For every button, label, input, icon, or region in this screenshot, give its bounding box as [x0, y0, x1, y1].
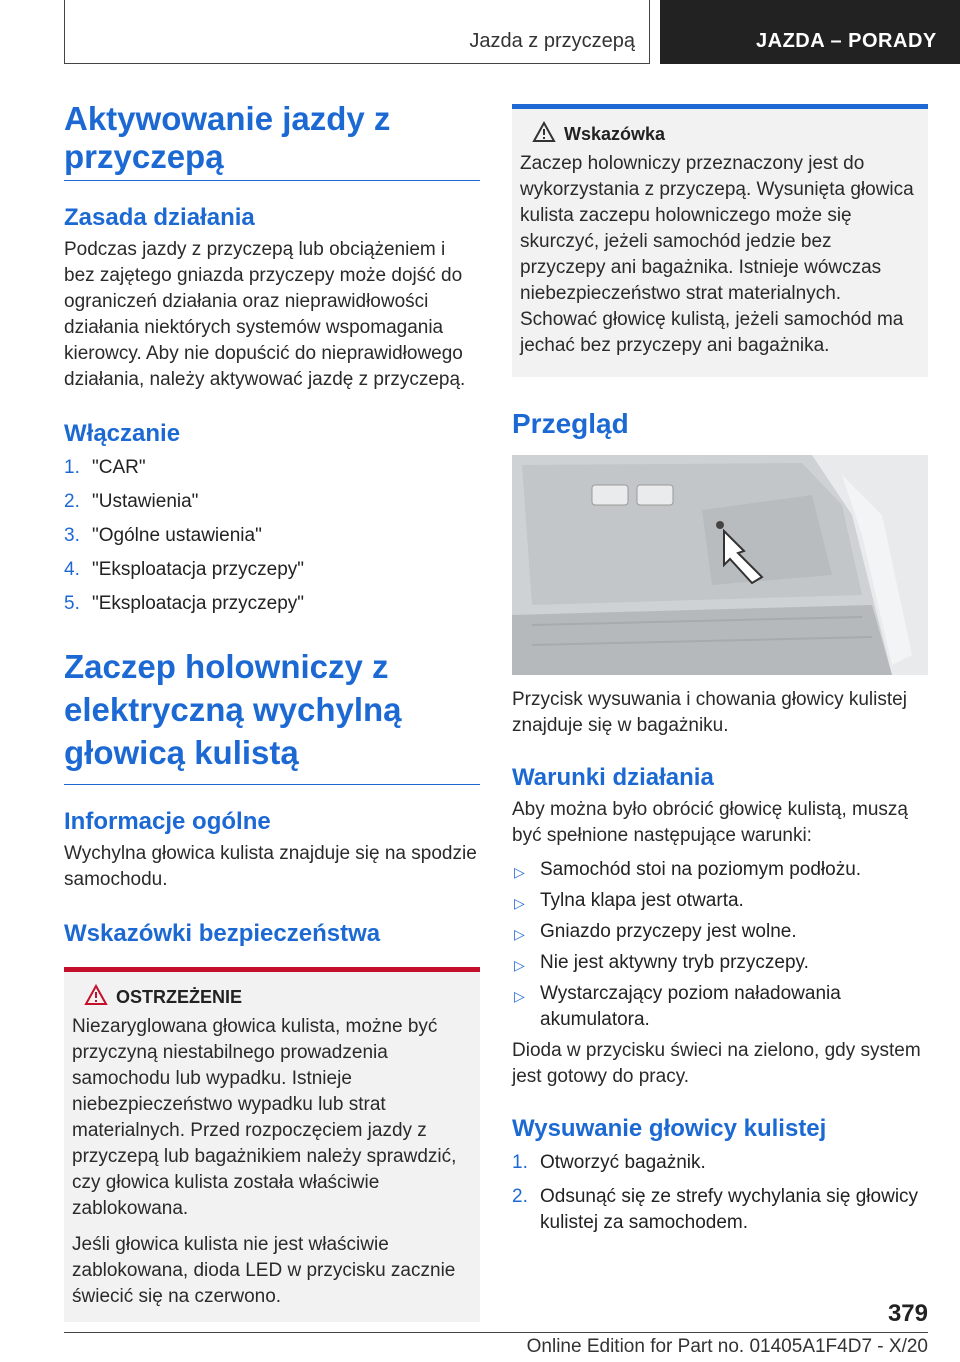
enable-steps-list	[64, 455, 480, 617]
list-item: 1. "CAR"	[64, 457, 146, 478]
header-section-title: Jazda z przyczepą	[469, 30, 635, 52]
list-item: ▷ Gniazdo przyczepy jest wolne.	[512, 919, 928, 945]
conditions-list	[512, 857, 928, 1033]
note-paragraph: Zaczep holowniczy przeznaczony jest do wykorzystania z przyczepą. Wysunięta głowica kulista zaczepu holowniczego może się skurczyć, jeżeli samochód jedzie bez przyczepy ani bagażnika. Istnieje wówczas niebezpieczeństwo strat materialnych. Schować głowicę kulistą, jeżeli samochód ma jechać bez przyczepy ani bagażnika.	[520, 153, 914, 356]
triangle-bullet-icon: ▷	[514, 957, 525, 973]
trunk-button-photo	[512, 455, 928, 675]
triangle-bullet-icon: ▷	[514, 864, 525, 880]
heading-enable: Włączanie	[64, 420, 181, 447]
paragraph-general-info: Wychylna głowica kulista znajduje się na spodzie samochodu.	[64, 843, 477, 890]
page-title-trailer-mode: Aktywowanie jazdy z przyczepą	[64, 100, 391, 175]
footer-edition: Online Edition for Part no. 01405A1F4D7 - X/20	[526, 1336, 928, 1357]
list-item: ▷ Nie jest aktywny tryb przyczepy.	[512, 950, 928, 976]
heading-extend-ball: Wysuwanie głowicy kulistej	[512, 1115, 827, 1142]
trunk-illustration	[512, 455, 928, 675]
heading-overview: Przegląd	[512, 408, 629, 439]
header-chapter-title: JAZDA – PORADY	[660, 0, 960, 64]
heading-general-info: Informacje ogólne	[64, 808, 271, 835]
warning-title: OSTRZEŻENIE	[72, 984, 472, 1010]
list-item: 1. Otworzyć bagażnik.	[512, 1152, 706, 1173]
note-box	[512, 104, 928, 377]
heading-conditions: Warunki działania	[512, 764, 714, 791]
heading-safety: Wskazówki bezpieczeństwa	[64, 920, 381, 947]
paragraph-principle: Podczas jazdy z przyczepą lub obciążeniem i bez zajętego gniazda przyczepy może dojść do ograniczeń działania oraz nieprawidłowości działania niektórych systemów wspomagania kierowcy. Aby nie dopuścić do nieprawidłowego działania, należy aktywować jazdę z przyczepą.	[64, 239, 466, 390]
list-item: 2. "Ustawienia"	[64, 491, 199, 512]
list-item: ▷ Tylna klapa jest otwarta.	[512, 888, 928, 914]
triangle-bullet-icon: ▷	[514, 895, 525, 911]
heading-rule	[64, 645, 480, 785]
right-column	[512, 104, 928, 1244]
section-title-tow-hitch: Zaczep holowniczy z elektryczną wychylną głowicą kulistą	[64, 648, 402, 771]
list-item: 4. "Eksploatacja przyczepy"	[64, 559, 305, 580]
heading-rule	[64, 100, 480, 181]
list-item: 5. "Eksploatacja przyczepy"	[64, 593, 305, 614]
note-triangle-icon	[532, 121, 556, 150]
warning-box	[64, 967, 480, 1322]
photo-caption: Przycisk wysuwania i chowania głowicy kulistej znajduje się w bagażniku.	[512, 689, 907, 736]
warning-paragraph-led: Jeśli głowica kulista nie jest właściwie zablokowana, dioda LED w przycisku zacznie świecić się na czerwono.	[72, 1234, 456, 1307]
list-item: ▷ Wystarczający poziom naładowania akumulatora.	[514, 983, 841, 1030]
warning-triangle-icon	[84, 984, 108, 1013]
list-item: 3. "Ogólne ustawienia"	[64, 525, 262, 546]
note-title: Wskazówka	[520, 121, 920, 147]
paragraph-conditions: Aby można było obrócić głowicę kulistą, muszą być spełnione następujące warunki:	[512, 799, 909, 846]
page-number: 379	[887, 1300, 928, 1327]
triangle-bullet-icon: ▷	[514, 926, 525, 942]
heading-principle: Zasada działania	[64, 204, 255, 231]
warning-paragraph: Niezaryglowana głowica kulista, możne być przyczyną niestabilnego prowadzenia samochodu lub wypadku. Istnieje niebezpieczeństwo wypadku lub strat materialnych. Przed rozpoczęciem jazdy z przyczepą lub bagażnikiem należy sprawdzić, czy głowica kulista została właściwie zablokowana.	[72, 1016, 457, 1219]
list-item: 2. Odsunąć się ze strefy wychylania się głowicy kulistej za samochodem.	[512, 1186, 919, 1233]
extend-steps-list	[512, 1150, 928, 1236]
list-item: ▷ Samochód stoi na poziomym podłożu.	[512, 857, 928, 883]
paragraph-led-status: Dioda w przycisku świeci na zielono, gdy system jest gotowy do pracy.	[512, 1040, 921, 1087]
footer-rule	[64, 1332, 928, 1333]
left-column	[64, 100, 480, 1322]
triangle-bullet-icon: ▷	[514, 988, 525, 1004]
